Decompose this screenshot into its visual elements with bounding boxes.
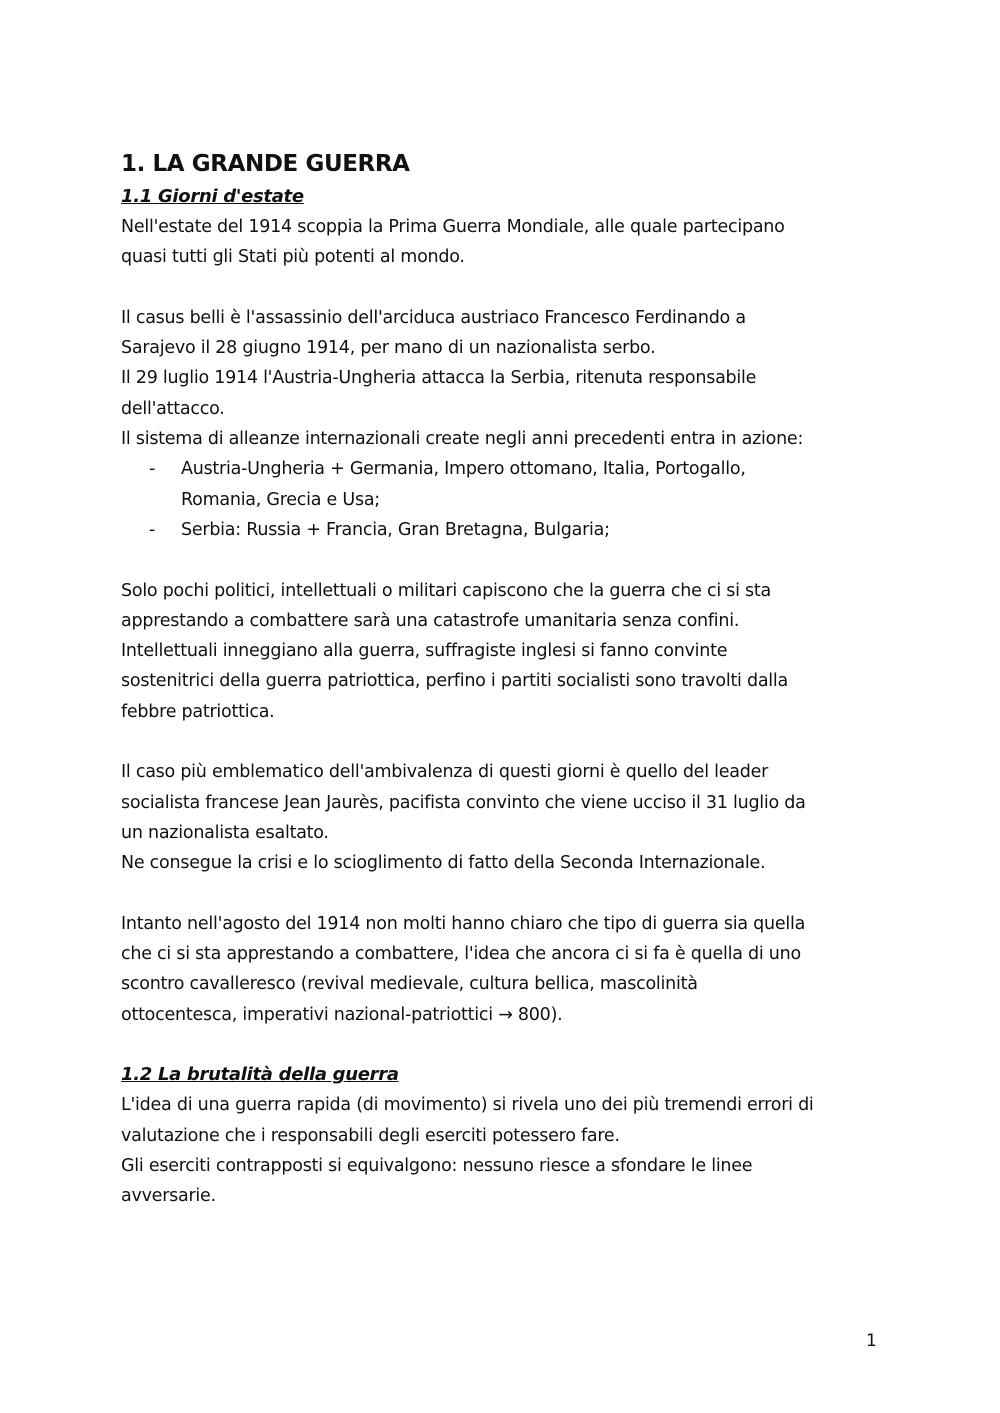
text-line: socialista francese Jean Jaurès, pacifista convinto che viene ucciso il 31 luglio da [121, 792, 806, 813]
text-line: un nazionalista esaltato. [121, 822, 329, 843]
text-line: L'idea di una guerra rapida (di movimento) si rivela uno dei più tremendi errori di [121, 1095, 814, 1116]
paragraph-gap [121, 879, 891, 909]
section-heading-1-1: 1.1 Giorni d'estate [121, 186, 304, 207]
paragraph-intro [121, 212, 891, 273]
text-line: Solo pochi politici, intellettuali o militari capiscono che la guerra che ci si sta [121, 580, 772, 601]
text-line: Sarajevo il 28 giugno 1914, per mano di un nazionalista serbo. [121, 338, 656, 359]
paragraph-gap [121, 727, 891, 757]
text-line: febbre patriottica. [121, 701, 275, 722]
list-item [121, 515, 891, 545]
text-line: Il casus belli è l'assassinio dell'arciduca austriaco Francesco Ferdinando a [121, 307, 746, 328]
page-number: 1 [866, 1331, 877, 1351]
alliances-list [121, 454, 891, 545]
paragraph-gap [121, 545, 891, 575]
dash-bullet: - [149, 519, 156, 540]
section-heading-1-2: 1.2 La brutalità della guerra [121, 1064, 399, 1086]
text-line: Intanto nell'agosto del 1914 non molti hanno chiaro che tipo di guerra sia quella [121, 913, 806, 934]
text-line: Il 29 luglio 1914 l'Austria-Ungheria attacca la Serbia, ritenuta responsabile [121, 368, 757, 389]
document-title: 1. LA GRANDE GUERRA [121, 151, 410, 177]
list-item [121, 454, 891, 515]
text-line: ottocentesca, imperativi nazional-patriottici → 800). [121, 1004, 563, 1025]
dash-bullet: - [149, 459, 156, 480]
document-page [121, 146, 891, 1212]
text-line: dell'attacco. [121, 398, 225, 419]
text-line: Il caso più emblematico dell'ambivalenza di questi giorni è quello del leader [121, 762, 769, 783]
text-line: Intellettuali inneggiano alla guerra, suffragiste inglesi si fanno convinte [121, 641, 728, 662]
paragraph-intellectuals [121, 576, 891, 727]
text-line: avversarie. [121, 1186, 216, 1207]
paragraph-gap [121, 1030, 891, 1060]
text-line: valutazione che i responsabili degli eserciti potessero fare. [121, 1125, 620, 1146]
paragraph-brutality [121, 1090, 891, 1211]
text-line: sostenitrici della guerra patriottica, perfino i partiti socialisti sono travolti dalla [121, 671, 789, 692]
paragraph-casus-belli [121, 303, 891, 454]
paragraph-jaures [121, 757, 891, 878]
text-line: Austria-Ungheria + Germania, Impero ottomano, Italia, Portogallo, [181, 459, 746, 480]
text-line: Gli eserciti contrapposti si equivalgono: nessuno riesce a sfondare le linee [121, 1155, 753, 1176]
text-line: che ci si sta apprestando a combattere, l'idea che ancora ci si fa è quella di uno [121, 944, 801, 965]
text-line: Romania, Grecia e Usa; [181, 489, 380, 510]
text-line: Serbia: Russia + Francia, Gran Bretagna, Bulgaria; [181, 519, 610, 540]
text-line: Ne consegue la crisi e lo scioglimento di fatto della Seconda Internazionale. [121, 853, 766, 874]
paragraph-gap [121, 273, 891, 303]
text-line: apprestando a combattere sarà una catastrofe umanitaria senza confini. [121, 610, 740, 631]
text-line: Nell'estate del 1914 scoppia la Prima Guerra Mondiale, alle quale partecipano [121, 217, 785, 237]
paragraph-august-1914 [121, 909, 891, 1030]
text-line: Il sistema di alleanze internazionali create negli anni precedenti entra in azione: [121, 429, 804, 450]
text-line: quasi tutti gli Stati più potenti al mondo. [121, 247, 465, 268]
text-line: scontro cavalleresco (revival medievale, cultura bellica, mascolinità [121, 974, 698, 995]
